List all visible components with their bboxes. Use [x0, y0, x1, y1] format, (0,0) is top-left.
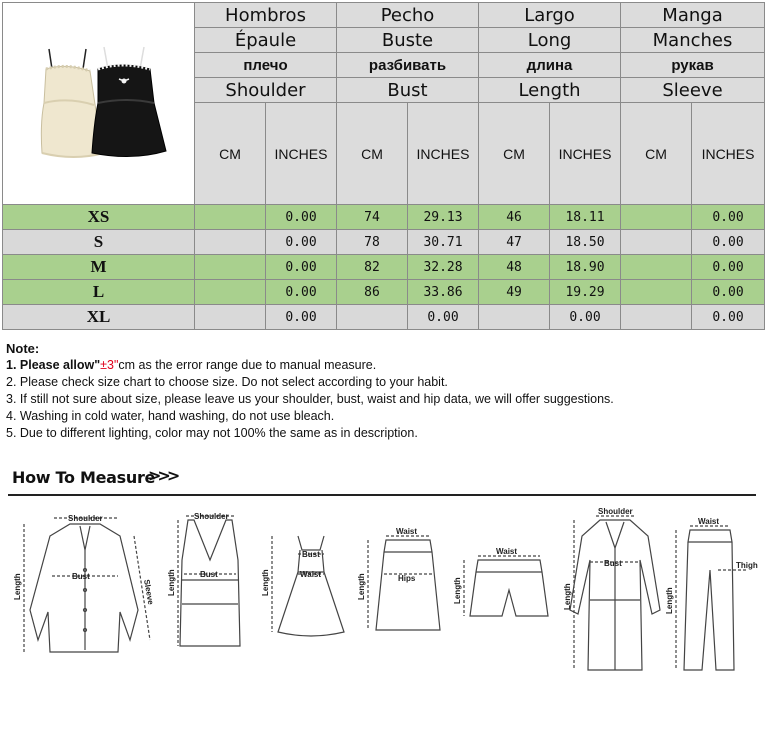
- length-label: Length: [453, 577, 462, 604]
- hips-label: Hips: [398, 574, 416, 583]
- bust-label: Bust: [200, 570, 218, 579]
- bust-label: Bust: [302, 550, 320, 559]
- header-es-sleeve: Manga: [621, 3, 765, 28]
- table-cell: 0.00: [408, 305, 479, 330]
- table-cell: 32.28: [408, 255, 479, 280]
- table-cell: 0.00: [550, 305, 621, 330]
- table-row: [3, 305, 765, 330]
- length-label: Length: [563, 583, 572, 610]
- unit-shoulder-cm: CM: [195, 103, 266, 205]
- unit-bust-inches: INCHES: [408, 103, 479, 205]
- table-cell: 86: [337, 280, 408, 305]
- note-line-3: 3. If still not sure about size, please leave us your shoulder, bust, waist and hip data, we will offer suggestions.: [6, 392, 614, 406]
- bust-label: Bust: [604, 559, 622, 568]
- table-cell: 0.00: [692, 280, 765, 305]
- measurement-diagrams: [0, 500, 766, 690]
- length-label: Length: [167, 569, 176, 596]
- camisole-tops-image: [4, 3, 194, 199]
- sleeve-label: Sleeve: [142, 578, 156, 606]
- size-label: S: [3, 230, 195, 255]
- shoulder-label: Shoulder: [194, 512, 229, 521]
- header-fr-length: Long: [479, 28, 621, 53]
- shoulder-label: Shoulder: [598, 507, 633, 516]
- table-row: [3, 255, 765, 280]
- tank-top-diagram: [178, 516, 240, 646]
- waist-label: Waist: [396, 527, 418, 536]
- note-1-rest: cm as the error range due to manual measure.: [118, 358, 377, 372]
- table-cell: [337, 305, 408, 330]
- table-cell: 82: [337, 255, 408, 280]
- table-cell: 0.00: [692, 255, 765, 280]
- table-cell: [621, 305, 692, 330]
- size-label: L: [3, 280, 195, 305]
- header-ru-length: длина: [479, 53, 621, 78]
- table-cell: 46: [479, 205, 550, 230]
- table-row: [3, 280, 765, 305]
- table-cell: [621, 230, 692, 255]
- size-chart-table: [2, 2, 765, 330]
- shorts-diagram: [464, 556, 548, 616]
- table-cell: 0.00: [692, 230, 765, 255]
- table-cell: [195, 230, 266, 255]
- header-ru-shoulder: плечо: [195, 53, 337, 78]
- header-fr-bust: Buste: [337, 28, 479, 53]
- notes-section: [6, 340, 756, 442]
- table-cell: [195, 255, 266, 280]
- header-en-length: Length: [479, 78, 621, 103]
- unit-sleeve-inches: INCHES: [692, 103, 765, 205]
- unit-length-inches: INCHES: [550, 103, 621, 205]
- waist-label: Waist: [300, 570, 322, 579]
- header-fr-shoulder: Épaule: [195, 28, 337, 53]
- table-cell: 0.00: [266, 280, 337, 305]
- table-cell: 30.71: [408, 230, 479, 255]
- unit-shoulder-inches: INCHES: [266, 103, 337, 205]
- section-divider: [8, 494, 756, 496]
- how-to-measure-title: How To Measure: [12, 468, 156, 487]
- table-cell: [195, 205, 266, 230]
- length-label: Length: [357, 573, 366, 600]
- table-cell: 0.00: [266, 305, 337, 330]
- note-line-2: 2. Please check size chart to choose size. Do not select according to your habit.: [6, 375, 448, 389]
- table-cell: [621, 255, 692, 280]
- unit-bust-cm: CM: [337, 103, 408, 205]
- length-label: Length: [665, 587, 674, 614]
- header-es-length: Largo: [479, 3, 621, 28]
- trousers-diagram: [676, 526, 748, 670]
- notes-title: Note:: [6, 341, 40, 356]
- table-cell: 0.00: [266, 255, 337, 280]
- table-cell: 0.00: [266, 205, 337, 230]
- table-cell: [621, 205, 692, 230]
- header-en-sleeve: Sleeve: [621, 78, 765, 103]
- arrows-icon: >>>: [148, 466, 177, 485]
- table-cell: 18.90: [550, 255, 621, 280]
- table-cell: 0.00: [692, 205, 765, 230]
- header-fr-sleeve: Manches: [621, 28, 765, 53]
- shoulder-label: Shoulder: [68, 514, 103, 523]
- table-cell: [195, 305, 266, 330]
- unit-length-cm: CM: [479, 103, 550, 205]
- thigh-label: Thigh: [736, 561, 758, 570]
- table-cell: 18.50: [550, 230, 621, 255]
- table-cell: [195, 280, 266, 305]
- table-cell: 74: [337, 205, 408, 230]
- table-cell: 18.11: [550, 205, 621, 230]
- skirt-diagram: [368, 536, 440, 630]
- table-cell: 29.13: [408, 205, 479, 230]
- waist-label: Waist: [698, 517, 720, 526]
- shirt-diagram: [24, 518, 150, 652]
- table-cell: 48: [479, 255, 550, 280]
- bust-label: Bust: [72, 572, 90, 581]
- table-cell: 33.86: [408, 280, 479, 305]
- waist-label: Waist: [496, 547, 518, 556]
- length-label: Length: [261, 569, 270, 596]
- size-label: XS: [3, 205, 195, 230]
- product-photo: [3, 3, 195, 205]
- table-cell: 49: [479, 280, 550, 305]
- table-cell: [621, 280, 692, 305]
- table-cell: [479, 305, 550, 330]
- table-cell: 19.29: [550, 280, 621, 305]
- note-1-bold: 1. Please allow": [6, 358, 101, 372]
- size-label: XL: [3, 305, 195, 330]
- header-en-shoulder: Shoulder: [195, 78, 337, 103]
- tolerance-value: ±3": [100, 358, 119, 372]
- note-line-5: 5. Due to different lighting, color may not 100% the same as in description.: [6, 426, 418, 440]
- header-es-shoulder: Hombros: [195, 3, 337, 28]
- length-label: Length: [13, 573, 22, 600]
- size-label: M: [3, 255, 195, 280]
- table-cell: 0.00: [266, 230, 337, 255]
- table-cell: 0.00: [692, 305, 765, 330]
- table-cell: 78: [337, 230, 408, 255]
- header-es-bust: Pecho: [337, 3, 479, 28]
- unit-sleeve-cm: CM: [621, 103, 692, 205]
- note-line-4: 4. Washing in cold water, hand washing, do not use bleach.: [6, 409, 335, 423]
- note-line-1: [6, 357, 756, 374]
- header-en-bust: Bust: [337, 78, 479, 103]
- table-row: [3, 205, 765, 230]
- header-ru-sleeve: рукав: [621, 53, 765, 78]
- table-cell: 47: [479, 230, 550, 255]
- header-ru-bust: разбивать: [337, 53, 479, 78]
- table-row: [3, 230, 765, 255]
- coat-diagram: [570, 516, 660, 670]
